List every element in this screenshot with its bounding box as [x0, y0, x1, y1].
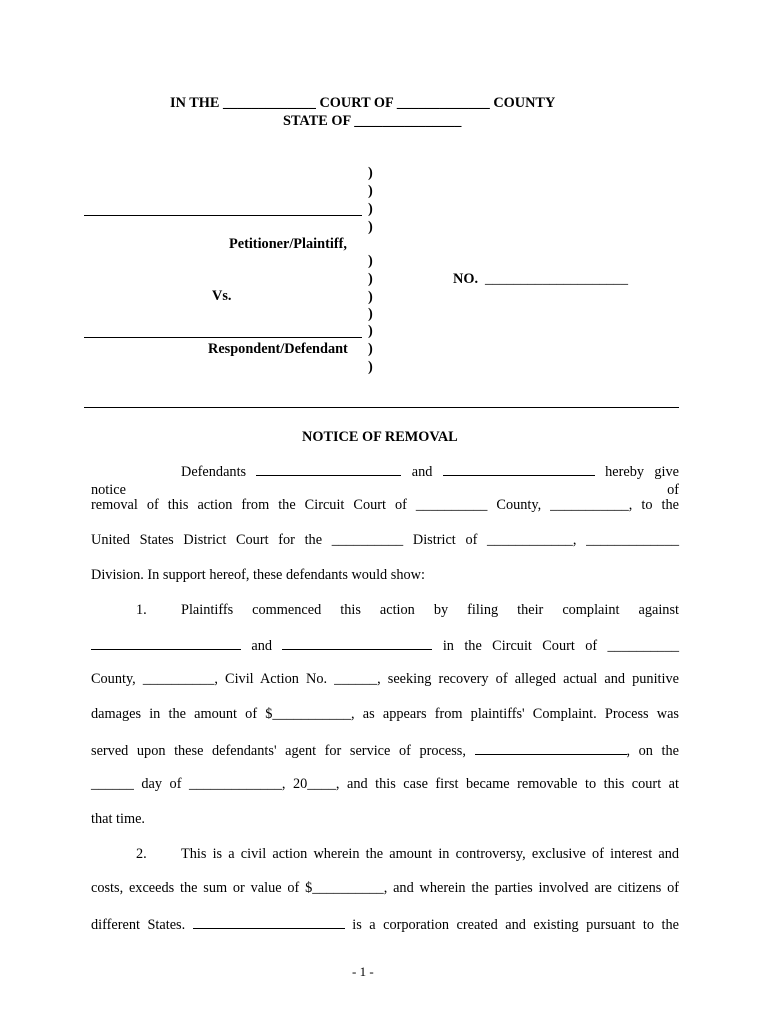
case-number-label: NO.	[453, 271, 479, 287]
caption-bracket: )	[368, 271, 373, 287]
corporation-name-blank	[193, 914, 345, 929]
p1-line-3: County, __________, Civil Action No. ______, seeking recovery of alleged actual and punitive	[91, 671, 679, 687]
vs-label: Vs.	[212, 288, 232, 304]
p1-line-4: damages in the amount of $___________, as appears from plaintiffs' Complaint. Process was	[91, 706, 679, 722]
p1-text: served upon these defendants' agent for service of process,	[91, 743, 466, 759]
caption-bracket: )	[368, 183, 373, 199]
intro-text: hereby give notice of	[91, 464, 679, 498]
p1-text: in the Circuit Court of __________	[442, 638, 680, 654]
p1-line-2	[91, 635, 679, 655]
caption-bracket: )	[368, 253, 373, 269]
p1-text: and	[251, 638, 273, 654]
defendant-2-blank	[282, 635, 432, 650]
p1-text: , on the	[626, 743, 679, 759]
state-heading: STATE OF _______________	[283, 113, 462, 129]
intro-line-4: Division. In support hereof, these defendants would show:	[91, 567, 425, 583]
intro-text: Defendants	[181, 464, 247, 480]
p2-line-1: This is a civil action wherein the amount in controversy, exclusive of interest and	[181, 846, 679, 862]
page-number: - 1 -	[352, 964, 374, 979]
intro-text: and	[411, 464, 433, 480]
caption-divider	[84, 407, 679, 408]
caption-bracket: )	[368, 165, 373, 181]
respondent-label: Respondent/Defendant	[208, 341, 348, 357]
caption-bracket: )	[368, 359, 373, 375]
caption-bracket: )	[368, 341, 373, 357]
p1-line-7: that time.	[91, 811, 145, 827]
p1-line-1: Plaintiffs commenced this action by filing their complaint against	[181, 602, 679, 618]
respondent-name-line	[84, 337, 362, 338]
p2-text: is a corporation created and existing pursuant to the	[352, 917, 680, 933]
caption-bracket: )	[368, 323, 373, 339]
petitioner-name-line	[84, 215, 362, 216]
p1-line-5	[91, 740, 679, 760]
p1-line-6: ______ day of _____________, 20____, and this case first became removable to this court at	[91, 776, 679, 792]
caption-bracket: )	[368, 289, 373, 305]
p2-line-3	[91, 914, 679, 934]
caption-bracket: )	[368, 201, 373, 217]
p2-line-2: costs, exceeds the sum or value of $__________, and wherein the parties involved are citizens of	[91, 880, 679, 896]
agent-name-blank	[475, 740, 627, 755]
defendant-1-blank	[256, 461, 401, 476]
p2-text: different States.	[91, 917, 186, 933]
case-number-blank: ____________________	[485, 271, 628, 287]
defendant-2-blank	[443, 461, 595, 476]
notice-title: NOTICE OF REMOVAL	[302, 429, 458, 445]
paragraph-number: 1.	[136, 602, 147, 618]
paragraph-number: 2.	[136, 846, 147, 862]
intro-line-2: removal of this action from the Circuit Court of __________ County, ___________, to the	[91, 497, 679, 513]
court-heading: IN THE _____________ COURT OF _____________ COUNTY	[170, 95, 556, 111]
petitioner-label: Petitioner/Plaintiff,	[229, 236, 347, 252]
intro-line-1	[91, 461, 679, 499]
intro-line-3: United States District Court for the __________ District of ____________, _____________	[91, 532, 679, 548]
caption-bracket: )	[368, 219, 373, 235]
caption-bracket: )	[368, 306, 373, 322]
defendant-1-blank	[91, 635, 241, 650]
